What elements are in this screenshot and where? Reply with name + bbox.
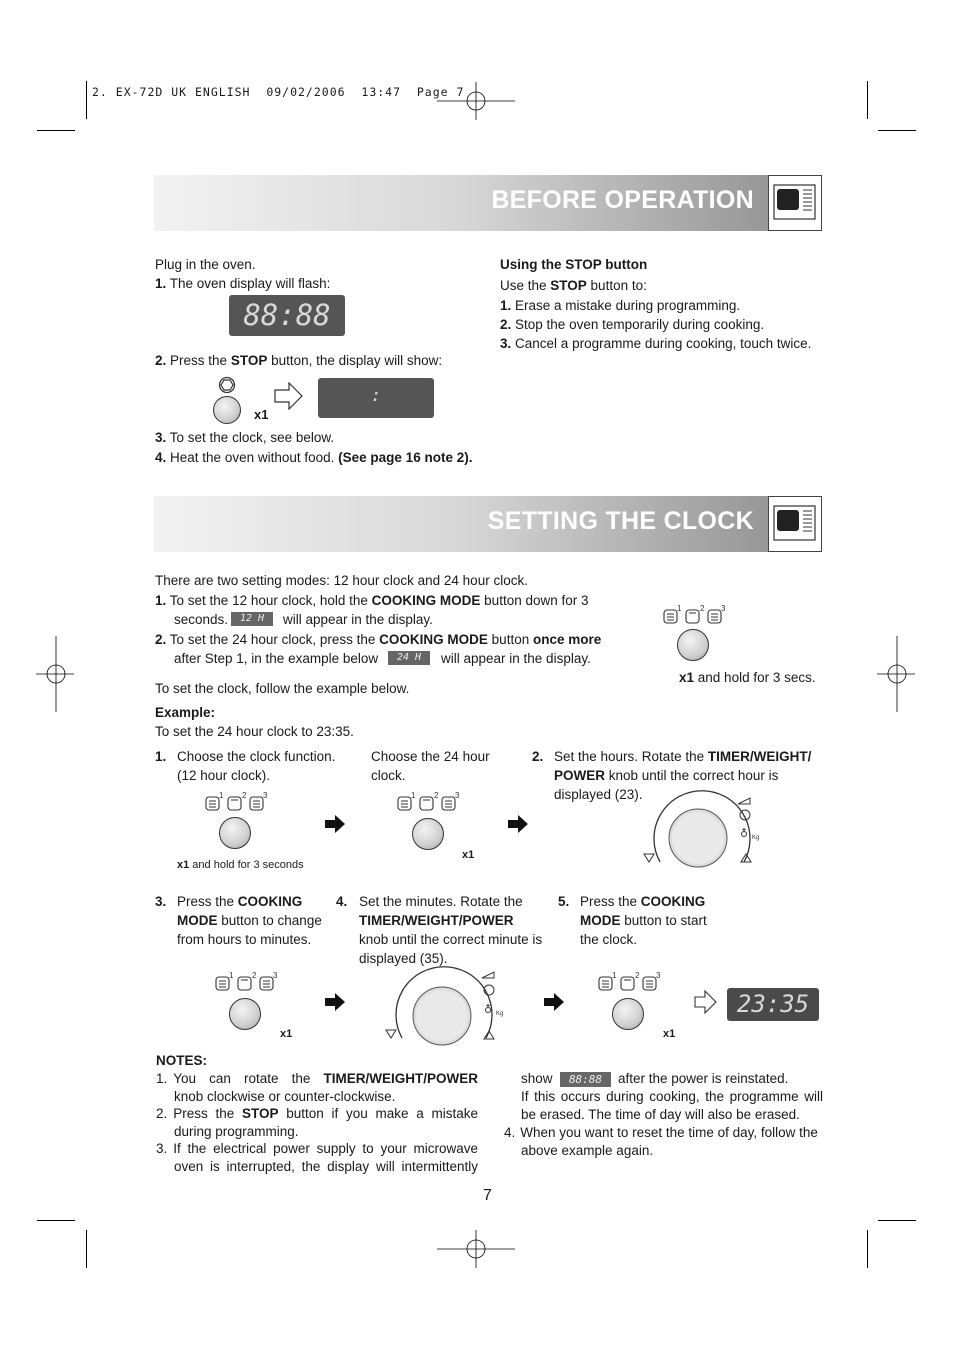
cooking-mode-button[interactable] bbox=[229, 998, 261, 1030]
section-banner-before-operation bbox=[154, 175, 822, 231]
text: button down for 3 bbox=[480, 593, 589, 608]
stop-button[interactable] bbox=[213, 396, 241, 424]
stop-item bbox=[500, 334, 811, 353]
cooking-mode-label: MODE bbox=[177, 913, 218, 928]
svg-text:1: 1 bbox=[612, 971, 617, 980]
svg-text:2: 2 bbox=[242, 791, 247, 800]
registration-mark-icon bbox=[877, 636, 917, 714]
text: and hold for 3 secs. bbox=[694, 670, 816, 685]
cooking-mode-button[interactable] bbox=[219, 817, 251, 849]
text: button bbox=[487, 632, 533, 647]
cooking-mode-icons bbox=[214, 971, 278, 993]
svg-text:3: 3 bbox=[273, 971, 278, 980]
timer-weight-power-knob[interactable] bbox=[640, 790, 760, 870]
text: When you want to reset the time of day, follow the bbox=[520, 1125, 818, 1140]
notes-heading: NOTES: bbox=[156, 1053, 208, 1068]
step-number: 3. bbox=[155, 894, 167, 909]
svg-text:3: 3 bbox=[656, 971, 661, 980]
crop-mark bbox=[37, 130, 75, 131]
note-number: 4. bbox=[504, 1125, 516, 1140]
arrow-outline-icon bbox=[694, 990, 718, 1014]
page-number: 7 bbox=[483, 1187, 492, 1204]
text: button to start bbox=[620, 913, 707, 928]
stop-label: STOP bbox=[242, 1106, 279, 1121]
cooking-mode-icons bbox=[204, 791, 268, 813]
note-3-continued-tail: after the power is reinstated. bbox=[618, 1071, 789, 1086]
text: from hours to minutes. bbox=[177, 932, 312, 947]
step1b-text bbox=[371, 747, 490, 785]
text: show bbox=[521, 1071, 553, 1086]
svg-text:3: 3 bbox=[455, 791, 460, 800]
item-text: Stop the oven temporarily during cooking. bbox=[515, 317, 765, 332]
svg-text:2: 2 bbox=[252, 971, 257, 980]
section-title: SETTING THE CLOCK bbox=[487, 507, 754, 535]
step3-text bbox=[177, 892, 322, 949]
step-number: 2. bbox=[155, 353, 167, 368]
svg-text:1: 1 bbox=[219, 791, 224, 800]
follow-text: To set the clock, follow the example below. bbox=[155, 681, 410, 696]
note-3-line: If this occurs during cooking, the programme will bbox=[521, 1089, 823, 1104]
text: above example again. bbox=[521, 1143, 654, 1158]
clock-intro: There are two setting modes: 12 hour clock and 24 hour clock. bbox=[155, 573, 528, 588]
crop-mark bbox=[86, 1230, 87, 1268]
step-number: 5. bbox=[558, 894, 570, 909]
note-3-line: be erased. The time of day will also be erased. bbox=[521, 1107, 800, 1122]
example-step-4 bbox=[336, 892, 347, 911]
text: oven is interrupted, the display will intermittently bbox=[174, 1159, 478, 1174]
item-number: 2. bbox=[500, 317, 512, 332]
lcd-12h: 12 H bbox=[231, 612, 273, 626]
text: knob clockwise or counter-clockwise. bbox=[174, 1089, 396, 1104]
text: and hold for 3 seconds bbox=[189, 859, 304, 871]
step-text: The oven display will flash: bbox=[169, 276, 331, 291]
note-3 bbox=[156, 1140, 478, 1176]
cooking-mode-button[interactable] bbox=[412, 818, 444, 850]
step-number: 1. bbox=[155, 276, 167, 291]
cooking-mode-label: COOKING bbox=[237, 894, 303, 909]
stop-label: STOP bbox=[550, 278, 587, 293]
mode-1-line2 bbox=[174, 610, 228, 629]
example-step-1 bbox=[155, 747, 166, 766]
example-label: Example: bbox=[155, 705, 216, 720]
text: knob until the correct minute is bbox=[359, 932, 543, 947]
arrow-outline-icon bbox=[274, 382, 304, 410]
svg-text:♁: ♁ bbox=[740, 827, 749, 840]
text: button to: bbox=[586, 278, 647, 293]
final-display: 23:35 bbox=[727, 988, 819, 1021]
knob-label: TIMER/WEIGHT/POWER bbox=[359, 913, 514, 928]
step-3 bbox=[155, 428, 334, 447]
item-number: 1. bbox=[500, 298, 512, 313]
text: Use the bbox=[500, 278, 551, 293]
svg-text:Kg: Kg bbox=[496, 1011, 504, 1017]
mode-2 bbox=[155, 630, 601, 649]
text: (12 hour clock). bbox=[177, 768, 271, 783]
mode-2-line2: after Step 1, in the example below bbox=[174, 651, 379, 666]
knob-label: POWER bbox=[554, 768, 606, 783]
crop-mark bbox=[86, 81, 87, 119]
text: Choose the 24 hour bbox=[371, 749, 490, 764]
stop-heading: Using the STOP button bbox=[500, 257, 648, 272]
text: Press the bbox=[580, 894, 641, 909]
stop-icon bbox=[218, 376, 236, 394]
cooking-mode-label: COOKING bbox=[640, 894, 706, 909]
svg-text:3: 3 bbox=[263, 791, 268, 800]
stop-intro bbox=[500, 276, 647, 295]
section-title: BEFORE OPERATION bbox=[491, 186, 754, 214]
text: knob until the correct hour is bbox=[605, 768, 779, 783]
cooking-mode-icons bbox=[662, 604, 726, 626]
note-number: 2. bbox=[156, 1106, 168, 1121]
svg-text:Kg: Kg bbox=[752, 835, 760, 841]
press-count: x1 bbox=[663, 1028, 676, 1040]
registration-mark-icon bbox=[36, 636, 76, 714]
svg-text:1: 1 bbox=[229, 971, 234, 980]
crop-mark bbox=[37, 1220, 75, 1221]
arrow-right-icon bbox=[543, 992, 565, 1012]
press-count: x1 bbox=[254, 407, 269, 422]
display-flash: 88:88 bbox=[229, 295, 345, 336]
text: button to change bbox=[217, 913, 322, 928]
text: displayed (35). bbox=[359, 951, 448, 966]
cooking-mode-label: MODE bbox=[580, 913, 621, 928]
step-number: 4. bbox=[336, 894, 348, 909]
svg-text:1: 1 bbox=[677, 604, 682, 613]
text: clock. bbox=[371, 768, 406, 783]
svg-text:2: 2 bbox=[700, 604, 705, 613]
stop-label: STOP bbox=[230, 353, 268, 368]
example-step-5 bbox=[558, 892, 569, 911]
knob-label: TIMER/WEIGHT/ bbox=[707, 749, 812, 764]
cooking-mode-label: COOKING MODE bbox=[371, 593, 481, 608]
emphasis: once more bbox=[532, 632, 602, 647]
example-step-2 bbox=[532, 747, 543, 766]
text: button if you make a mistake bbox=[278, 1106, 478, 1121]
text: the clock. bbox=[580, 932, 638, 947]
step-1 bbox=[155, 274, 330, 293]
knob-label: TIMER/WEIGHT/POWER bbox=[323, 1071, 478, 1086]
plug-text: Plug in the oven. bbox=[155, 257, 256, 272]
item-number: 3. bbox=[500, 336, 512, 351]
text: Press the bbox=[173, 1106, 243, 1121]
svg-text:2: 2 bbox=[635, 971, 640, 980]
example-text: To set the 24 hour clock to 23:35. bbox=[155, 724, 354, 739]
cooking-mode-button[interactable] bbox=[677, 629, 709, 661]
stop-item bbox=[500, 296, 740, 315]
crop-mark bbox=[867, 81, 868, 119]
text: Press the bbox=[177, 894, 238, 909]
svg-text:3: 3 bbox=[721, 604, 726, 613]
step-text: Heat the oven without food. bbox=[170, 450, 339, 465]
arrow-right-icon bbox=[507, 814, 529, 834]
text: Set the hours. Rotate the bbox=[554, 749, 708, 764]
step-text: To set the clock, see below. bbox=[169, 430, 335, 445]
note-3-continued bbox=[521, 1070, 553, 1088]
text: To set the 24 hour clock, press the bbox=[169, 632, 380, 647]
step-number: 2. bbox=[532, 749, 544, 764]
step-number: 4. bbox=[155, 450, 167, 465]
note-1 bbox=[156, 1070, 478, 1106]
item-number: 1. bbox=[155, 593, 167, 608]
svg-text:♁: ♁ bbox=[484, 1003, 493, 1016]
step-4 bbox=[155, 448, 472, 467]
text: during programming. bbox=[174, 1124, 299, 1139]
step-2 bbox=[155, 351, 442, 370]
page-reference: (See page 16 note 2). bbox=[338, 450, 473, 465]
arrow-right-icon bbox=[324, 814, 346, 834]
svg-text:1: 1 bbox=[411, 791, 416, 800]
section-banner-setting-clock bbox=[154, 496, 822, 552]
item-text: Erase a mistake during programming. bbox=[515, 298, 741, 313]
mode-1-line2-tail: will appear in the display. bbox=[283, 612, 433, 627]
step-number: 1. bbox=[155, 749, 167, 764]
arrow-right-icon bbox=[324, 992, 346, 1012]
step5-text bbox=[580, 892, 707, 949]
lcd-flash-small: 88:88 bbox=[560, 1072, 611, 1087]
text: If the electrical power supply to your microwave bbox=[173, 1141, 478, 1156]
step-text: Press the bbox=[170, 353, 231, 368]
press-count: x1 bbox=[280, 1028, 293, 1040]
example-step-3 bbox=[155, 892, 166, 911]
press-count: x1 bbox=[679, 670, 695, 685]
cooking-mode-icons bbox=[396, 791, 460, 813]
lcd-24h: 24 H bbox=[388, 651, 430, 665]
timer-weight-power-knob[interactable] bbox=[382, 966, 507, 1046]
text: Set the minutes. Rotate the bbox=[359, 894, 523, 909]
text: To set the 12 hour clock, hold the bbox=[169, 593, 372, 608]
cooking-mode-button[interactable] bbox=[612, 998, 644, 1030]
crop-mark bbox=[878, 1220, 916, 1221]
crop-mark bbox=[878, 130, 916, 131]
registration-mark-icon bbox=[437, 1230, 517, 1270]
step1-hold-note bbox=[177, 859, 304, 871]
text: You can rotate the bbox=[173, 1071, 324, 1086]
text: Choose the clock function. bbox=[177, 749, 336, 764]
cooking-mode-icons bbox=[597, 971, 661, 993]
svg-text:2: 2 bbox=[434, 791, 439, 800]
note-2 bbox=[156, 1105, 478, 1141]
note-number: 3. bbox=[156, 1141, 168, 1156]
text: seconds. bbox=[174, 612, 229, 627]
side-hold-note bbox=[679, 668, 816, 687]
step-number: 3. bbox=[155, 430, 167, 445]
text: displayed (23). bbox=[554, 787, 643, 802]
step-text: button, the display will show: bbox=[267, 353, 443, 368]
item-text: Cancel a programme during cooking, touch twice. bbox=[515, 336, 812, 351]
mode-2-line2-tail: will appear in the display. bbox=[441, 651, 591, 666]
crop-mark bbox=[867, 1230, 868, 1268]
mode-1 bbox=[155, 591, 589, 610]
microwave-icon bbox=[768, 496, 822, 552]
note-number: 1. bbox=[156, 1071, 168, 1086]
step1-text bbox=[177, 747, 335, 785]
cooking-mode-label: COOKING MODE bbox=[379, 632, 488, 647]
microwave-icon bbox=[768, 175, 822, 231]
item-number: 2. bbox=[155, 632, 167, 647]
stop-item bbox=[500, 315, 764, 334]
press-count: x1 bbox=[177, 859, 190, 871]
step4-text bbox=[359, 892, 542, 968]
press-count: x1 bbox=[462, 849, 475, 861]
header-slug: 2. EX-72D UK ENGLISH 09/02/2006 13:47 Page 7 bbox=[92, 85, 465, 99]
note-4 bbox=[504, 1124, 823, 1160]
display-blank: : bbox=[318, 378, 434, 418]
